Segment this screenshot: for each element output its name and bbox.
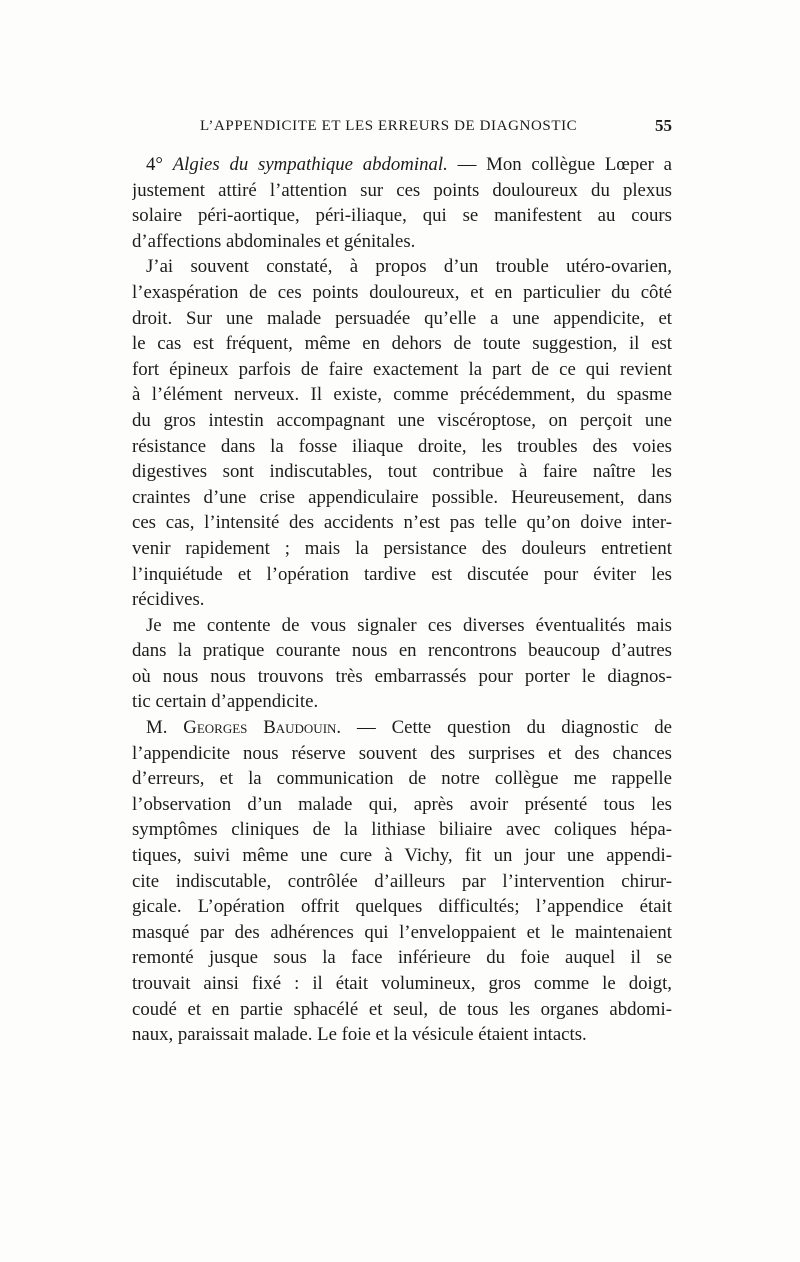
running-head [132,118,672,140]
text-line: ces cas, l’intensité des accidents n’est pas telle qu’on doive inter- [132,512,672,534]
text-line: l’inquiétude et l’opération tardive est discutée pour éviter les [132,563,672,585]
text-line: tiques, suivi même une cure à Vichy, fit un jour une appendi- [132,845,672,867]
body-text [132,152,672,1048]
text-line: tic certain d’appendicite. [132,691,319,713]
text-line: symptômes cliniques de la lithiase biliaire avec coliques hépa- [132,819,672,841]
text-line: d’erreurs, et la communication de notre collègue me rappelle [132,768,672,790]
text-line: solaire péri-aortique, péri-iliaque, qui se manifestent au cours [132,205,672,227]
text-line: d’affections abdominales et génitales. [132,230,416,252]
paragraph [132,715,672,1048]
text-line: naux, paraissait malade. Le foie et la vésicule étaient intacts. [132,1024,587,1046]
text-line: coudé et en partie sphacélé et seul, de tous les organes abdomi- [132,998,672,1020]
text-line: dans la pratique courante nous en rencontrons beaucoup d’autres [132,640,672,662]
text-line: résistance dans la fosse iliaque droite, les troubles des voies [132,435,672,457]
text-line: où nous nous trouvons très embarrassés pour porter le diagnos- [132,665,672,687]
text-line: l’exaspération de ces points douloureux, et en particulier du côté [132,281,672,303]
text-line: venir rapidement ; mais la persistance des douleurs entretient [132,537,672,559]
text-line: fort épineux parfois de faire exactement la part de ce qui revient [132,358,672,380]
page-number: 55 [655,116,672,135]
paragraph [132,254,672,612]
section-heading: Algies du sympathique abdominal. [172,154,448,175]
text-line: à l’élément nerveux. Il existe, comme précédemment, du spasme [132,384,672,406]
list-number: 4° [146,154,173,175]
text-line: craintes d’une crise appendiculaire possible. Heureusement, dans [132,486,672,508]
text-line: cite indiscutable, contrôlée d’ailleurs par l’intervention chirur- [132,870,672,892]
text-line: J’ai souvent constaté, à propos d’un trouble utéro-ovarien, [146,256,672,278]
speaker-name: Georges Baudouin. [183,717,342,739]
paragraph [132,152,672,254]
text-line: trouvait ainsi fixé : il était volumineux, gros comme le doigt, [132,973,672,994]
text-line: gicale. L’opération offrit quelques difficultés; l’appendice était [132,896,672,918]
text-line: récidives. [132,589,205,611]
text-fragment: — Mon collègue Lœper a [447,154,672,175]
text-line: du gros intestin accompagnant une viscéroptose, on perçoit une [132,409,672,431]
text-line: droit. Sur une malade persuadée qu’elle a une appendicite, et [132,307,672,329]
text-line [132,715,672,741]
text-line: Je me contente de vous signaler ces diverses éventualités mais [146,614,672,636]
text-line [132,152,672,178]
running-title: L’APPENDICITE ET LES ERREURS DE DIAGNOSTIC [200,118,578,134]
text-line: l’appendicite nous réserve souvent des surprises et des chances [132,742,672,764]
text-line: l’observation d’un malade qui, après avoir présenté tous les [132,793,672,815]
text-fragment: — Cette question du diagnostic de [341,717,672,739]
text-line: le cas est fréquent, même en dehors de toute suggestion, il est [132,333,672,355]
text-line: justement attiré l’attention sur ces points douloureux du plexus [132,179,672,201]
text-line: digestives sont indiscutables, tout contribue à faire naître les [132,461,672,483]
paragraph [132,613,672,715]
speaker-prefix: M. [146,717,184,739]
text-line: remonté jusque sous la face inférieure du foie auquel il se [132,947,672,969]
text-line: masqué par des adhérences qui l’enveloppaient et le maintenaient [132,921,672,943]
